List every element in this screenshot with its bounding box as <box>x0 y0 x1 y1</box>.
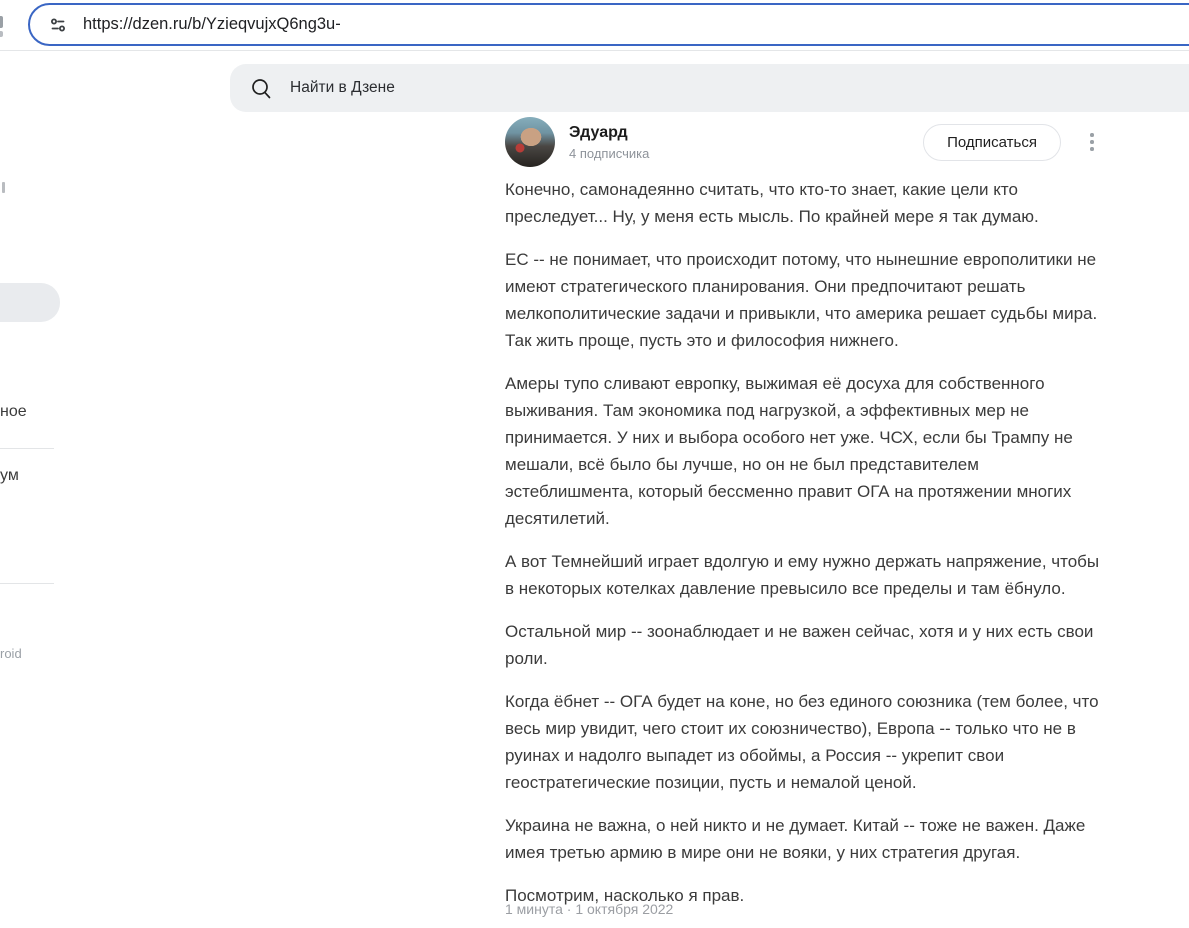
post-body <box>505 176 1105 925</box>
author-avatar[interactable] <box>505 117 555 167</box>
post-paragraph: Украина не важна, о ней никто и не думает. Китай -- тоже не важен. Даже имея третью армию в мире они не вояки, у них стратегия другая. <box>505 816 1086 862</box>
browser-chrome <box>0 0 1189 51</box>
post-header <box>505 117 1105 167</box>
sidebar-item-fragment[interactable]: ум <box>0 467 19 484</box>
post-paragraph: Конечно, самонадеянно считать, что кто-то знает, какие цели кто преследует... Ну, у меня есть мысль. По крайней мере я так думаю. <box>505 180 1039 226</box>
kebab-menu-icon[interactable] <box>1084 130 1100 154</box>
search-icon <box>250 77 273 100</box>
post-paragraph: Остальной мир -- зоонаблюдает и не важен сейчас, хотя и у них есть свои роли. <box>505 622 1094 668</box>
post-paragraph: Когда ёбнет -- ОГА будет на коне, но без единого союзника (тем более, что весь мир увидит, чего стоит их союзничество), Европа -- только что не в руинах и надолго выпадет из обоймы, а Россия -- укрепит свои геостратегические позиции, пусть и немалой ценой. <box>505 692 1099 792</box>
author-subscribers: 4 подписчика <box>569 146 650 161</box>
sidebar-divider <box>0 583 54 584</box>
sidebar-item-fragment[interactable]: ное <box>0 403 27 420</box>
author-name[interactable]: Эдуард <box>569 124 628 141</box>
sidebar-footer-fragment[interactable]: roid <box>0 646 22 661</box>
post-paragraph: ЕС -- не понимает, что происходит потому, что нынешние европолитики не имеют стратегического планирования. Они предпочитают решать мелкополитические задачи и привыкли, что америка решает судьбы мира. Так жить проще, пусть это и философия нижнего. <box>505 250 1098 350</box>
url-bar[interactable] <box>28 3 1189 46</box>
site-settings-tune-icon[interactable] <box>48 15 68 35</box>
toolbar-icon-fragment <box>0 31 3 37</box>
post-meta: 1 минута · 1 октября 2022 <box>505 901 674 917</box>
post-paragraph: Посмотрим, насколько я прав. <box>505 886 745 905</box>
sidebar-item-fragment <box>2 182 5 193</box>
toolbar-icon-fragment <box>0 16 3 28</box>
url-input[interactable] <box>68 15 1189 34</box>
dzen-search-bar[interactable] <box>230 64 1189 112</box>
post-paragraph: А вот Темнейший играет вдолгую и ему нужно держать напряжение, чтобы в некоторых котелках давление превысило все пределы и там ёбнуло. <box>505 552 1100 598</box>
search-input[interactable] <box>273 79 1189 97</box>
sidebar-active-item-pill[interactable] <box>0 283 60 322</box>
post-paragraph: Амеры тупо сливают европку, выжимая её досуха для собственного выживания. Там экономика под нагрузкой, а эффективных мер не принимается. У них и выбора особого нет уже. ЧСХ, если бы Трампу не мешали, всё было бы лучше, но он не был представителем эстеблишмента, который бессменно правит ОГА на протяжении многих десятилетий. <box>505 374 1073 528</box>
author-info[interactable] <box>569 123 923 161</box>
subscribe-button[interactable]: Подписаться <box>923 124 1061 161</box>
sidebar-divider <box>0 448 54 449</box>
